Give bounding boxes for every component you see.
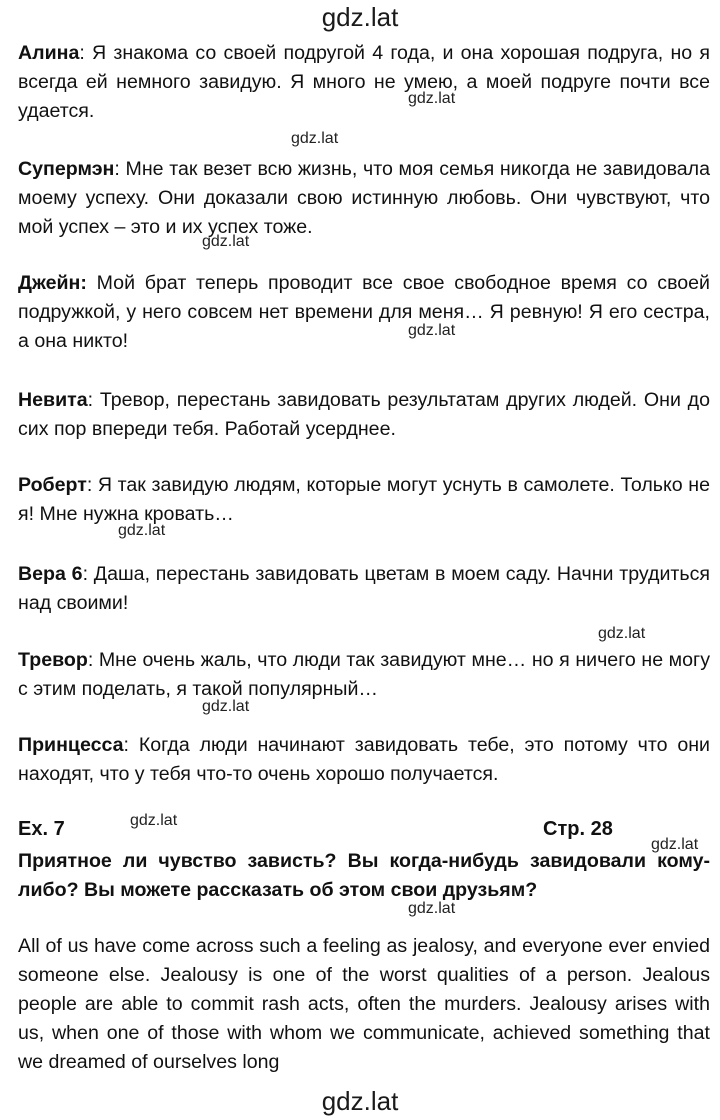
speaker-separator: : — [114, 158, 126, 180]
watermark: gdz.lat — [202, 698, 250, 715]
dialogue-text: Когда люди начинают завидовать тебе, это потому что они находят, что у тебя что-то очень хорошо получается. — [18, 734, 711, 785]
speaker-separator — [87, 272, 97, 294]
speaker-name: Вера 6 — [18, 563, 83, 585]
dialogue-paragraph-alina — [18, 39, 710, 126]
dialogue-paragraph-trevor — [18, 646, 710, 704]
dialogue-text: Даша, перестань завидовать цветам в моем саду. Начни трудиться над своими! — [18, 563, 710, 614]
page-reference: Стр. 28 — [543, 818, 613, 840]
dialogue-text: Тревор, перестань завидовать результатам других людей. Они до сих пор впереди тебя. Работай усерднее. — [18, 389, 710, 440]
dialogue-text: Я знакома со своей подругой 4 года, и она хорошая подруга, но я всегда ей немного завидую. Я много не умею, а моей подруге почти все удается. — [18, 42, 710, 122]
dialogue-paragraph-nevita — [18, 386, 710, 444]
speaker-separator: : — [86, 474, 98, 496]
watermark: gdz.lat — [598, 625, 646, 642]
speaker-name: Принцесса — [18, 734, 124, 756]
speaker-name: Невита — [18, 389, 88, 411]
watermark: gdz.lat — [408, 322, 456, 339]
speaker-name: Джейн: — [18, 272, 87, 294]
dialogue-paragraph-robert — [18, 471, 710, 529]
exercise-question: Приятное ли чувство зависть? Вы когда-нибудь завидовали кому-либо? Вы можете рассказать об этом свои друзьям? — [18, 850, 710, 901]
speaker-name: Роберт — [18, 474, 87, 496]
dialogue-paragraph-jane — [18, 269, 710, 356]
speaker-separator: : — [82, 563, 94, 585]
watermark: gdz.lat — [408, 90, 456, 107]
dialogue-text: Мне так везет всю жизнь, что моя семья никогда не завидовала моему успеху. Они доказали свою истинную любовь. Они чувствуют, что мой успех – это и их успех тоже. — [18, 158, 710, 238]
speaker-separator: : — [87, 389, 100, 411]
watermark: gdz.lat — [291, 130, 339, 147]
speaker-name: Тревор — [18, 649, 88, 671]
site-footer: gdz.lat — [321, 1086, 399, 1116]
exercise-number: Ex. 7 — [18, 818, 65, 840]
dialogue-paragraph-superman — [18, 155, 710, 242]
speaker-name: Алина — [18, 42, 80, 64]
speaker-separator: : — [123, 734, 139, 756]
dialogue-text: Мне очень жаль, что люди так завидуют мне… но я ничего не могу с этим поделать, я такой популярный… — [18, 649, 710, 700]
dialogue-text: Мой брат теперь проводит все свое свободное время со своей подружкой, у него совсем нет времени для меня… Я ревную! Я его сестра, а она никто! — [18, 272, 710, 352]
dialogue-text: Я так завидую людям, которые могут уснуть в самолете. Только не я! Мне нужна кровать… — [18, 474, 711, 525]
watermark: gdz.lat — [118, 522, 166, 539]
dialogue-paragraph-princess — [18, 731, 710, 789]
exercise-answer: All of us have come across such a feeling as jealosy, and everyone ever envied someone else. Jealousy is one of the worst qualities of a person. Jealous people are able to commit rash acts, often the murders. Jealousy arises with us, when one of those with whom we communicate, achieved something that we dreamed of ourselves long — [18, 935, 710, 1073]
watermark: gdz.lat — [202, 233, 250, 250]
speaker-separator: : — [79, 42, 93, 64]
watermark: gdz.lat — [408, 900, 456, 917]
speaker-name: Супермэн — [18, 158, 115, 180]
speaker-separator: : — [87, 649, 99, 671]
dialogue-paragraph-vera — [18, 560, 710, 618]
site-header: gdz.lat — [321, 2, 399, 32]
watermark: gdz.lat — [130, 812, 178, 829]
watermark: gdz.lat — [651, 836, 699, 853]
